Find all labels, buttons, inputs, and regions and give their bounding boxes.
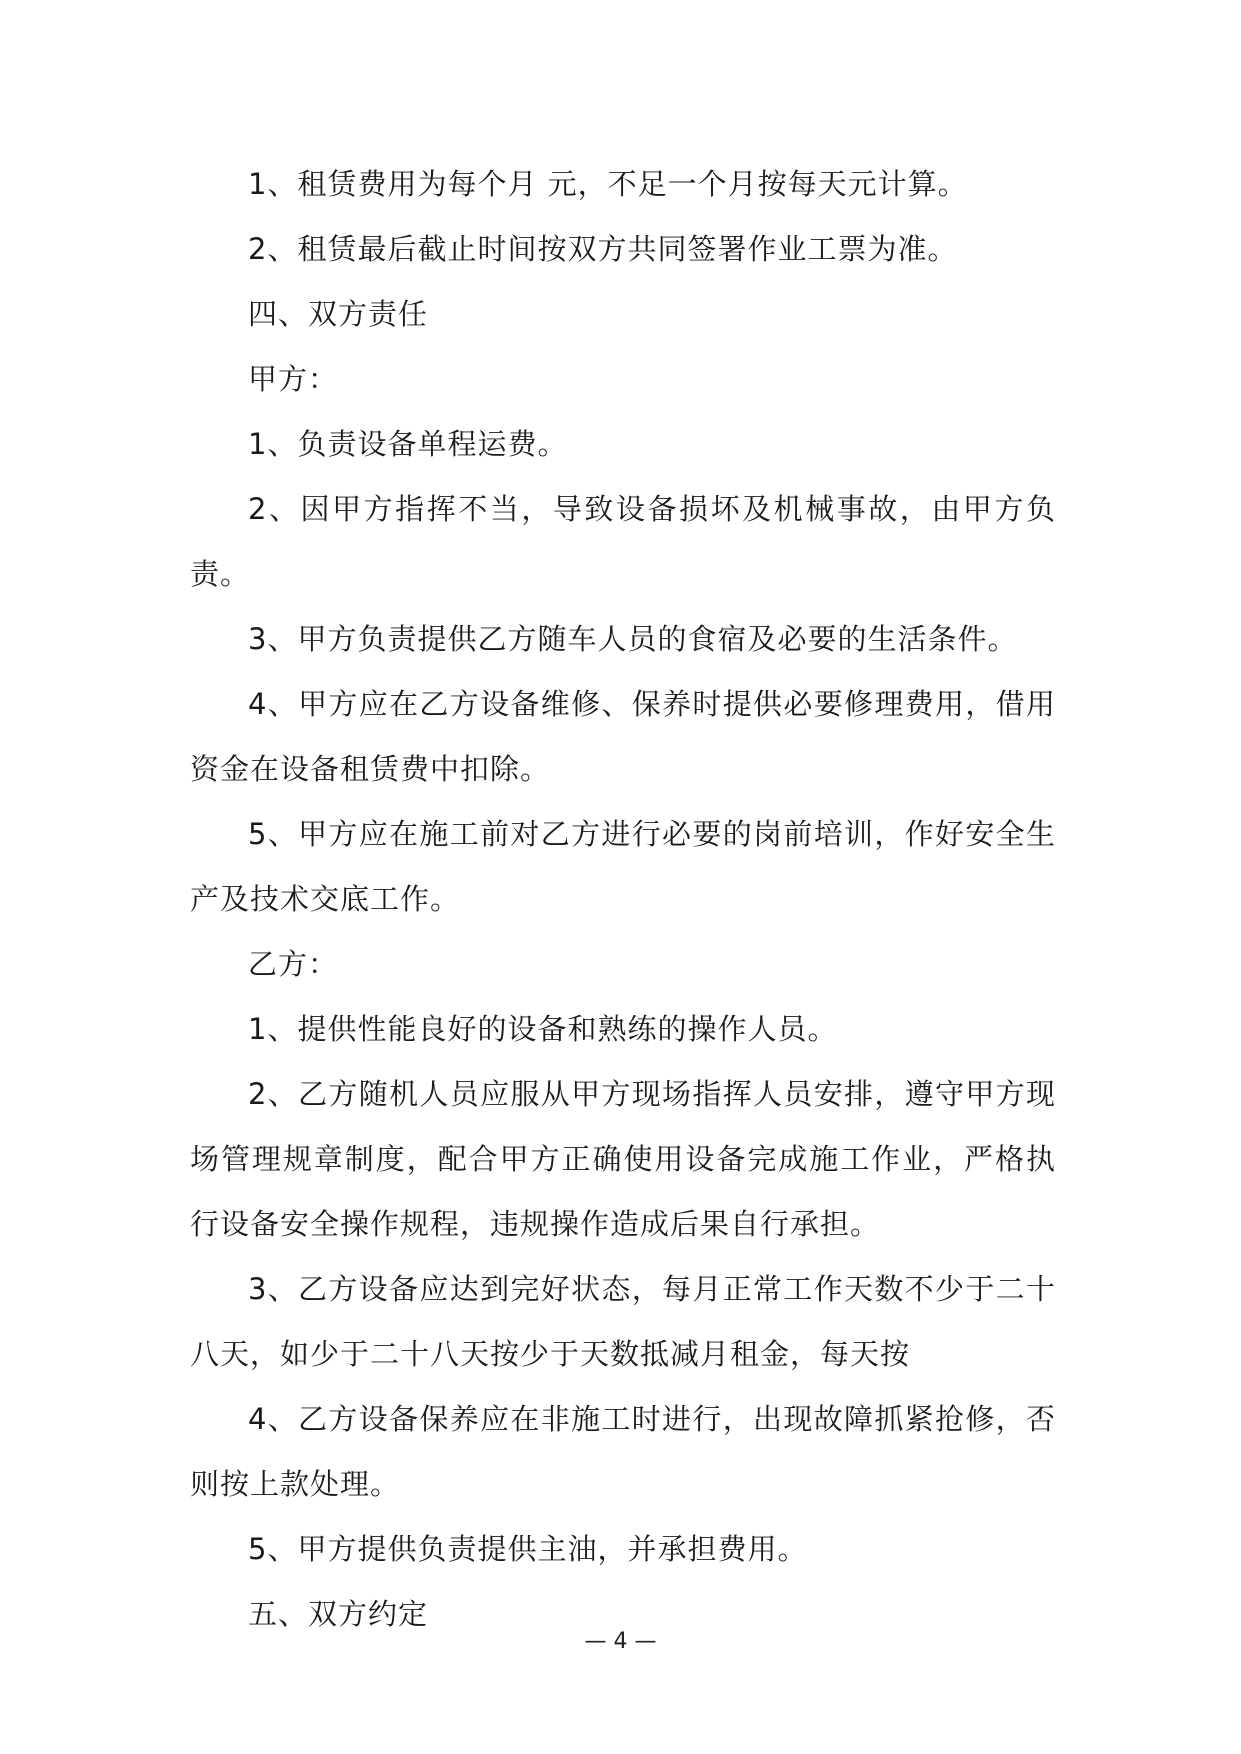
section-heading-responsibilities: 四、双方责任 — [248, 297, 429, 331]
document-body — [190, 152, 1056, 1647]
party-b-item-4: 4、乙方设备保养应在非施工时进行，出现故障抓紧抢修，否则按上款处理。 — [190, 1402, 1056, 1501]
party-a-item-3: 3、甲方负责提供乙方随车人员的食宿及必要的生活条件。 — [248, 622, 1018, 656]
party-a-item-5: 5、甲方应在施工前对乙方进行必要的岗前培训，作好安全生产及技术交底工作。 — [190, 817, 1056, 916]
party-b-item-3: 3、乙方设备应达到完好状态，每月正常工作天数不少于二十八天，如少于二十八天按少于天数抵减月租金，每天按 — [190, 1272, 1056, 1371]
party-a-item-4: 4、甲方应在乙方设备维修、保养时提供必要修理费用，借用资金在设备租赁费中扣除。 — [190, 687, 1056, 786]
paragraph-rent-fee: 1、租赁费用为每个月 元，不足一个月按每天元计算。 — [248, 167, 968, 201]
party-a-item-1: 1、负责设备单程运费。 — [248, 427, 568, 461]
party-b-heading: 乙方： — [248, 947, 339, 981]
party-b-item-5: 5、甲方提供负责提供主油，并承担费用。 — [248, 1532, 808, 1566]
paragraph-rent-end: 2、租赁最后截止时间按双方共同签署作业工票为准。 — [248, 232, 958, 266]
page-number: — 4 — — [584, 1629, 657, 1654]
party-a-heading: 甲方： — [248, 362, 339, 396]
section-heading-agreements: 五、双方约定 — [248, 1597, 429, 1631]
party-b-item-2: 2、乙方随机人员应服从甲方现场指挥人员安排，遵守甲方现场管理规章制度，配合甲方正确使用设备完成施工作业，严格执行设备安全操作规程，违规操作造成后果自行承担。 — [190, 1077, 1056, 1241]
party-b-item-1: 1、提供性能良好的设备和熟练的操作人员。 — [248, 1012, 838, 1046]
party-a-item-2: 2、因甲方指挥不当，导致设备损坏及机械事故，由甲方负责。 — [190, 492, 1056, 591]
